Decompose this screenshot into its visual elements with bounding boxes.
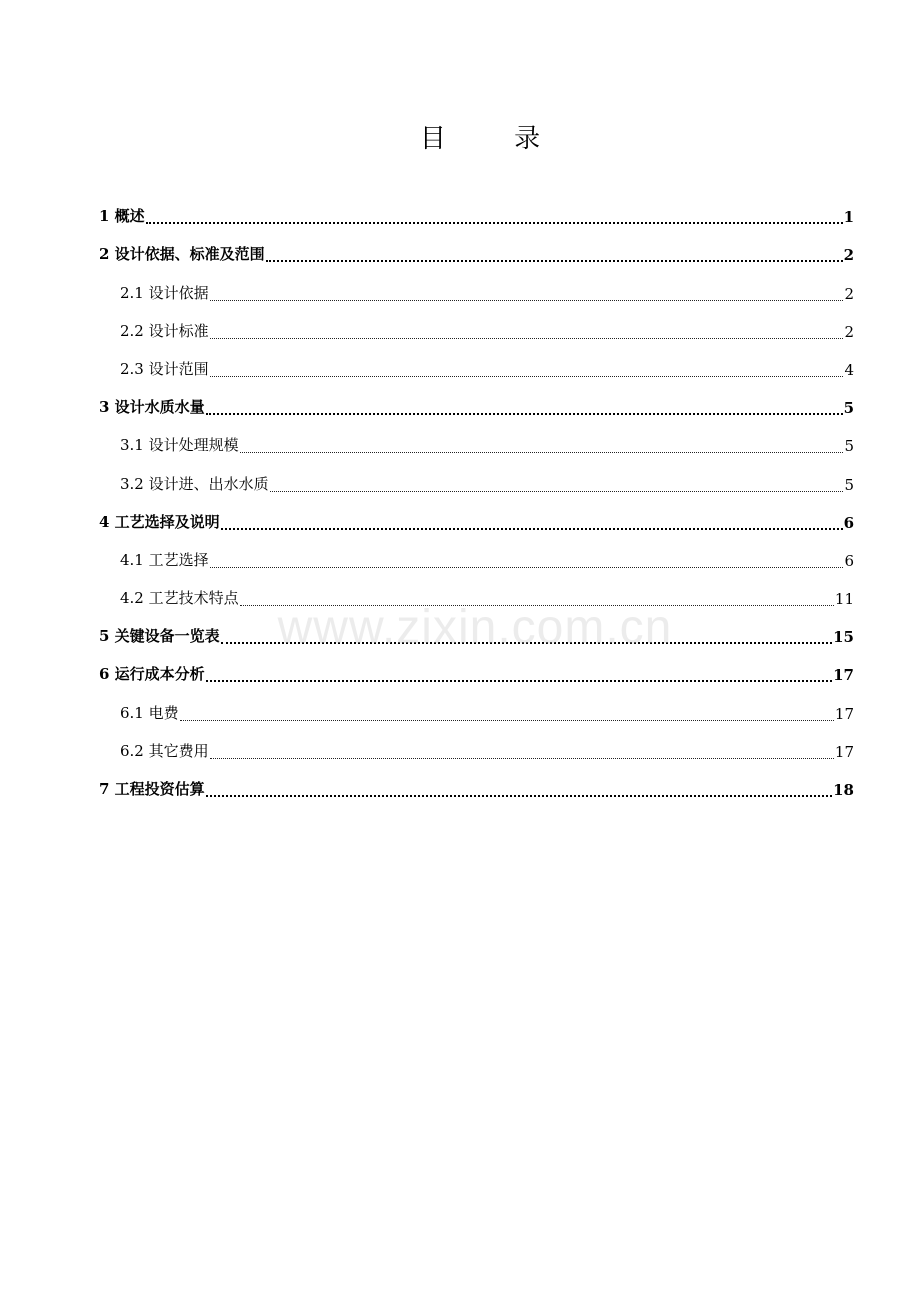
- toc-leader-dots: [210, 325, 844, 341]
- toc-entry[interactable]: [0, 196, 920, 234]
- toc-entry-title: 3.2 设计进、出水水质: [120, 474, 269, 493]
- table-of-contents: [0, 196, 920, 807]
- toc-subentry[interactable]: [0, 578, 920, 616]
- toc-entry-title: 4.2 工艺技术特点: [120, 589, 239, 608]
- toc-entry-title: 4 工艺选择及说明: [99, 512, 220, 531]
- toc-leader-dots: [210, 287, 844, 303]
- toc-entry-title: 1 概述: [99, 207, 145, 226]
- toc-subentry[interactable]: [0, 692, 920, 730]
- toc-subentry[interactable]: [0, 311, 920, 349]
- toc-leader-dots: [180, 707, 834, 723]
- toc-subentry[interactable]: [0, 349, 920, 387]
- toc-entry[interactable]: [0, 769, 920, 807]
- toc-entry[interactable]: [0, 616, 920, 654]
- watermark: www.zixin.com.cn: [277, 601, 673, 654]
- toc-entry[interactable]: [0, 654, 920, 692]
- toc-subentry[interactable]: [0, 463, 920, 501]
- toc-leader-dots: [206, 783, 832, 799]
- toc-entry-title: 7 工程投资估算: [99, 780, 205, 798]
- toc-entry-title: 2.2 设计标准: [120, 321, 209, 340]
- toc-entry-page: 15: [833, 628, 854, 647]
- toc-leader-dots: [210, 363, 844, 379]
- toc-subentry[interactable]: [0, 272, 920, 310]
- toc-leader-dots: [146, 210, 843, 226]
- toc-subentry[interactable]: [0, 540, 920, 578]
- toc-leader-dots: [206, 668, 832, 684]
- toc-entry-page: 5: [844, 437, 854, 456]
- toc-leader-dots: [221, 516, 843, 532]
- toc-entry[interactable]: [0, 387, 920, 425]
- toc-entry-page: 18: [833, 781, 854, 799]
- toc-entry-page: 5: [843, 399, 854, 418]
- toc-leader-dots: [210, 745, 834, 761]
- toc-leader-dots: [210, 554, 844, 570]
- toc-entry-title: 6.1 电费: [120, 703, 179, 722]
- toc-entry-page: 2: [843, 246, 854, 265]
- toc-entry-page: 5: [844, 475, 854, 494]
- toc-entry-title: 3 设计水质水量: [99, 398, 205, 417]
- page-title: 目 录: [419, 124, 571, 154]
- toc-entry-page: 17: [834, 742, 854, 761]
- toc-subentry[interactable]: [0, 425, 920, 463]
- toc-entry-title: 3.1 设计处理规模: [120, 436, 239, 455]
- toc-entry-page: 6: [843, 513, 854, 532]
- toc-entry-title: 2.3 设计范围: [120, 359, 209, 378]
- toc-leader-dots: [270, 478, 844, 494]
- toc-subentry[interactable]: [0, 731, 920, 769]
- toc-entry-page: 17: [833, 666, 854, 685]
- toc-entry-title: 6 运行成本分析: [99, 665, 205, 684]
- toc-entry-page: 6: [844, 551, 854, 570]
- toc-leader-dots: [206, 401, 843, 417]
- toc-entry-page: 1: [843, 208, 854, 227]
- toc-leader-dots: [266, 248, 843, 264]
- toc-leader-dots: [240, 439, 844, 455]
- toc-entry-page: 17: [834, 704, 854, 723]
- toc-entry[interactable]: [0, 234, 920, 272]
- toc-entry-title: 5 关键设备一览表: [99, 627, 220, 646]
- toc-entry-page: 2: [844, 284, 854, 303]
- toc-leader-dots: [221, 630, 832, 646]
- toc-entry[interactable]: [0, 502, 920, 540]
- toc-entry-title: 2 设计依据、标准及范围: [99, 245, 265, 264]
- toc-leader-dots: [240, 592, 834, 608]
- toc-entry-page: 2: [844, 322, 854, 341]
- toc-entry-page: 4: [844, 360, 854, 379]
- toc-entry-title: 6.2 其它费用: [120, 741, 209, 760]
- toc-entry-title: 4.1 工艺选择: [120, 550, 209, 569]
- toc-entry-title: 2.1 设计依据: [120, 283, 209, 302]
- toc-entry-page: 11: [834, 590, 854, 609]
